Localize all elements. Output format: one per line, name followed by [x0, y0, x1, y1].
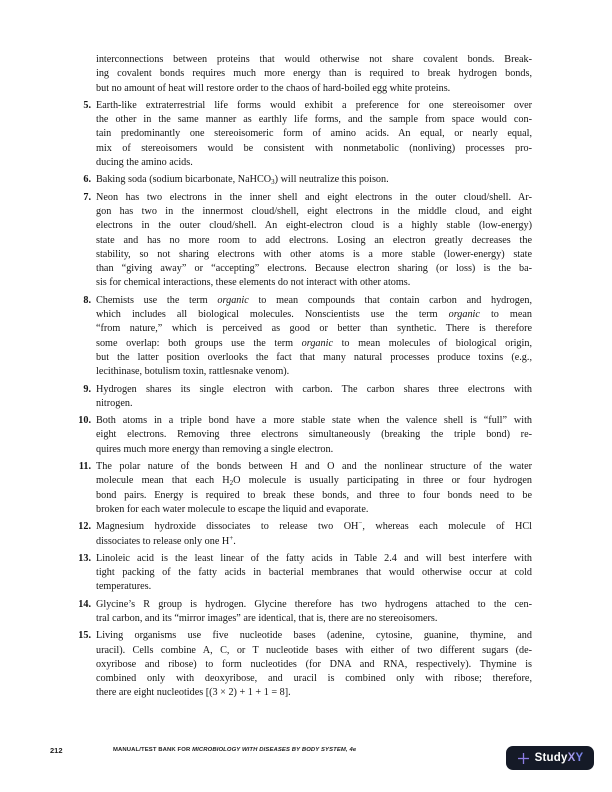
text-line: mix of stereoisomers would be consistent with nonmetabolic (nonliving) processes pro-	[96, 142, 532, 154]
text-line: interconnections between proteins that would otherwise not share covalent bonds. Break-	[96, 54, 532, 65]
text-line: “from nature,” which is perceived as good or better than synthetic. There is therefore	[96, 323, 532, 335]
list-item	[78, 629, 532, 700]
text-line: bond pairs. Energy is required to break these bonds, and three to four bonds need to be	[96, 489, 532, 501]
text-line: tral carbon, and its “mirror images” are identical, that is, there are no stereoisomers.	[96, 612, 438, 624]
plus-icon	[517, 752, 530, 765]
text-line: quires much more energy than removing a single electron.	[96, 443, 334, 455]
text-line: Chemists use the term organic to mean compounds that contain carbon and hydrogen,	[96, 294, 533, 306]
list-item	[83, 99, 532, 170]
text-line: combined only with deoxyribose, and uracil is combined only with ribose; therefore,	[96, 673, 532, 685]
text-line: temperatures.	[96, 581, 152, 593]
text-line: sis for chemical interactions, these elements do not interact with other atoms.	[96, 277, 411, 289]
sub-script: 3	[271, 178, 275, 187]
item-number: 11.	[78, 461, 91, 473]
text-line: some overlap: both groups use the term organic to mean molecules of biological origin,	[96, 337, 532, 349]
page-number: 212	[50, 746, 63, 755]
text-line: Hydrogen shares its single electron with carbon. The carbon shares three electrons with	[96, 383, 532, 395]
text-line: Neon has two electrons in the inner shell and eight electrons in the outer cloud/shell. Ar-	[96, 191, 532, 203]
text-line: broken for each water molecule to escape the liquid and evaporate.	[96, 503, 369, 515]
running-footer-title: MICROBIOLOGY WITH DISEASES BY BODY SYSTEM,	[192, 747, 348, 753]
running-footer-prefix: MANUAL/TEST BANK FOR	[113, 747, 193, 753]
item-number: 8.	[83, 294, 91, 306]
text-line: state and has no more room to add electrons. Losing an electron greatly decreases the	[96, 234, 532, 246]
text-line: but no amount of heat will restore order to the chaos of hard-boiled egg white proteins.	[96, 82, 451, 94]
text-line: ing covalent bonds requires much more energy than is required to break hydrogen bonds,	[96, 68, 532, 80]
text-line: electrons in the outer cloud/shell. An eight-electron cloud is a highly stable (low-energy)	[96, 220, 532, 232]
text-line: stability, so not sharing electrons with other atoms is a more stable (lower-energy) state	[96, 248, 532, 260]
list-item	[83, 383, 532, 412]
text-line: nitrogen.	[96, 397, 133, 409]
text-line: uracil). Cells combine A, C, or T nucleotide bases with either of two different sugars (de-	[96, 644, 532, 656]
sub-script: 2	[229, 479, 234, 488]
running-footer-edition: 4e	[347, 747, 357, 753]
text-line: eight electrons. Removing three electrons simultaneously (breaking the triple bond) re-	[96, 429, 532, 441]
item-number: 12.	[78, 521, 91, 533]
item-number: 10.	[78, 415, 91, 427]
list-item	[78, 460, 532, 517]
text-line: which includes all biological molecules. Nonscientists use the term organic to mean	[96, 309, 532, 321]
sup-script: −	[358, 519, 363, 528]
sup-script: +	[229, 533, 234, 542]
text-line: tain predominantly one stereoisomeric form of amino acids. An equal, or nearly equal,	[96, 128, 532, 140]
answer-list	[78, 53, 533, 701]
text-line: tight packing of the fatty acids in bacterial membranes that would otherwise occur at cold	[96, 567, 532, 579]
text-line: the other in the same manner as earthly life forms, and the sample from space would con-	[96, 114, 532, 126]
item-number: 13.	[78, 552, 91, 564]
logo-x-text: X	[567, 752, 576, 764]
text-line: Linoleic acid is the least linear of the fatty acids in Table 2.4 and will best interfere with	[96, 552, 532, 564]
text-line: Earth-like extraterrestrial life forms would exhibit a preference for one stereoisomer over	[96, 99, 532, 111]
text-line: there are eight nucleotides [(3 × 2) + 1 + 1 = 8].	[96, 687, 291, 699]
list-item	[78, 598, 532, 627]
text-line: ducing the amino acids.	[96, 157, 193, 169]
list-item	[78, 552, 532, 595]
item-number: 14.	[78, 598, 91, 610]
text-line: oxyribose and ribose) to form nucleotides (for DNA and RNA, respectively). Thymine is	[96, 658, 532, 670]
text-line: molecule mean that each $H_2O$ molecule is usually participating in three or four hydrogen	[96, 475, 532, 488]
continuation-paragraph	[96, 53, 532, 96]
text-line: than “giving away” or “accepting” electrons. Because electron sharing (or loss) is the ba-	[96, 263, 532, 275]
list-item	[83, 173, 532, 187]
text-line: Both atoms in a triple bond have a more stable state when the valence shell is “full” with	[96, 415, 532, 427]
list-item	[78, 414, 532, 457]
list-item	[83, 294, 533, 380]
text-line: gon has two in the innermost cloud/shell, eight electrons in the middle cloud, and eight	[96, 205, 532, 217]
studyxy-logo-badge	[506, 746, 594, 770]
item-number: 9.	[83, 383, 91, 395]
item-number: 15.	[78, 630, 91, 642]
logo-y-text: Y	[575, 752, 584, 764]
italic-term: organic	[448, 309, 480, 321]
list-item	[78, 519, 532, 549]
list-item	[83, 191, 532, 291]
item-number: 5.	[83, 99, 91, 111]
running-footer	[113, 747, 356, 753]
item-number: 6.	[83, 174, 91, 186]
text-line: Magnesium hydroxide dissociates to release two OH−, whereas each molecule of HCl	[96, 519, 532, 533]
text-line: dissociates to release only one H+.	[96, 533, 236, 547]
text-line: The polar nature of the bonds between H and O and the nonlinear structure of the water	[96, 461, 532, 473]
italic-term: organic	[301, 337, 333, 349]
logo-study-text: Study	[534, 752, 568, 764]
text-line: but the latter position overlooks the fact that many natural processes produce toxins (e.g.,	[96, 351, 532, 363]
italic-term: organic	[217, 294, 249, 306]
text-line: Glycine’s R group is hydrogen. Glycine therefore has two hydrogens attached to the cen-	[96, 598, 532, 610]
text-line: Living organisms use five nucleotide bases (adenine, cytosine, guanine, thymine, and	[96, 630, 532, 642]
item-number: 7.	[83, 191, 91, 203]
studyxy-logo-text	[535, 752, 584, 764]
text-line: Baking soda (sodium bicarbonate, NaHCO$_3$) will neutralize this poison.	[96, 174, 389, 187]
text-line: lecithinase, botulism toxin, rattlesnake venom).	[96, 366, 290, 378]
